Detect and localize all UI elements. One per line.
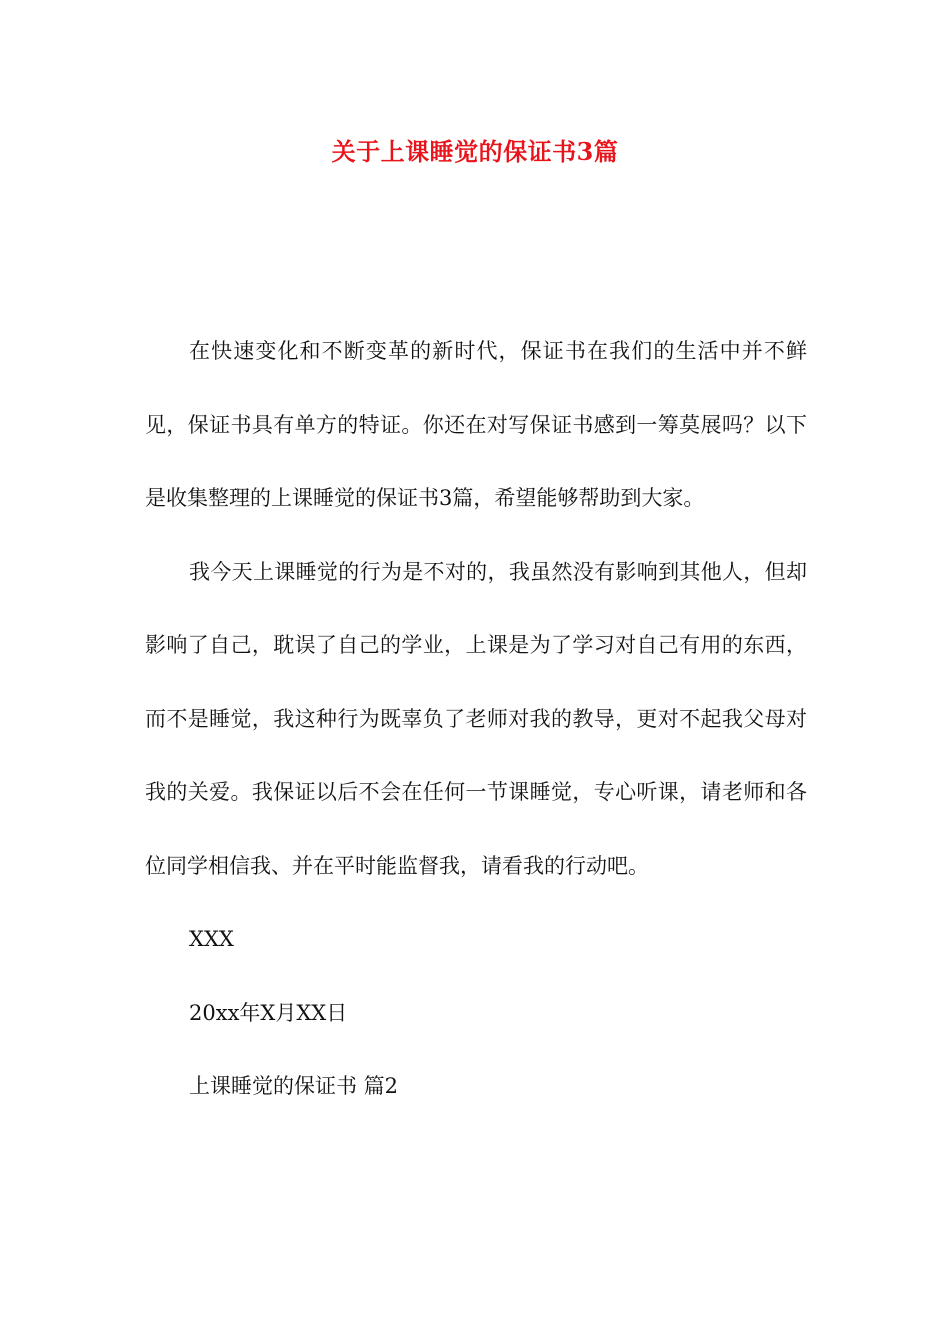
letter-paragraph: 我今天上课睡觉的行为是不对的，我虽然没有影响到其他人，但却影响了自己，耽误了自己的学业，上课是为了学习对自己有用的东西，而不是睡觉，我这种行为既辜负了老师对我的教导，更对不起我父母对我的关爱。我保证以后不会在任何一节课睡觉，专心听课，请老师和各位同学相信我、并在平时能监督我，请看我的行动吧。 [145,559,807,878]
section-heading: 上课睡觉的保证书 篇2 [189,1074,399,1098]
intro-paragraph: 在快速变化和不断变革的新时代，保证书在我们的生活中并不鲜见，保证书具有单方的特证。你还在对写保证书感到一筹莫展吗？以下是收集整理的上课睡觉的保证书3篇，希望能够帮助到大家。 [145,339,807,510]
signature: XXX [189,927,234,951]
date-line: 20xx年X月XX日 [189,1000,348,1025]
document-body [145,315,807,1124]
document-title: 关于上课睡觉的保证书3篇 [331,137,619,166]
